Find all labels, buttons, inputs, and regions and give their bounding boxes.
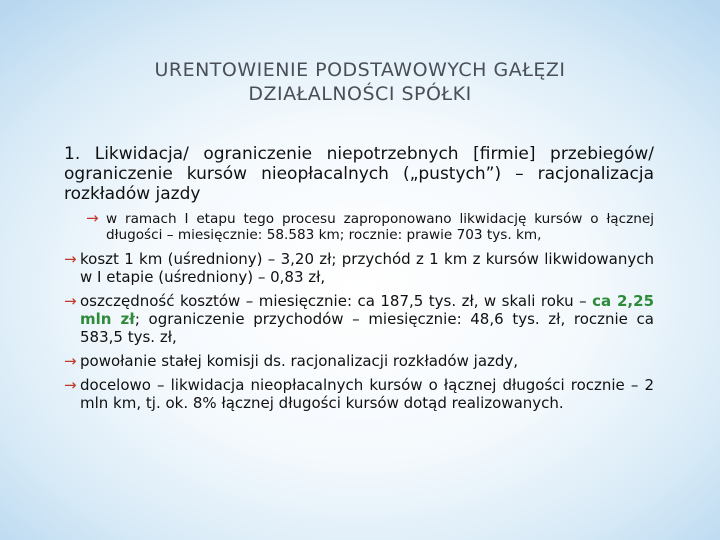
highlight-amount: ca 2,25 mln zł	[80, 292, 654, 328]
title-line-1: URENTOWIENIE PODSTAWOWYCH GAŁĘZI	[154, 59, 566, 81]
arrow-icon: →	[64, 250, 77, 268]
bullet-text-after: ; ograniczenie przychodów – miesięcznie: 48,6 tys. zł, rocznie ca 583,5 tys. zł,	[80, 310, 654, 346]
bullet-item-4	[64, 352, 654, 370]
arrow-icon: →	[64, 352, 77, 370]
slide-content	[64, 144, 654, 418]
bullet-text: w ramach I etapu tego procesu zaproponowano likwidację kursów o łącznej długości – miesięcznie: 58.583 km; rocznie: prawie 703 tys. km,	[106, 211, 654, 243]
bullet-item-3	[64, 292, 654, 346]
lead-paragraph: 1. Likwidacja/ ograniczenie niepotrzebnych [firmie] przebiegów/ ograniczenie kursów nieopłacalnych („pustych”) – racjonalizacja rozkładów jazdy	[64, 144, 654, 204]
slide-title	[60, 58, 660, 106]
title-line-2: DZIAŁALNOŚCI SPÓŁKI	[248, 83, 472, 105]
bullet-text-before: oszczędność kosztów – miesięcznie: ca 187,5 tys. zł, w skali roku –	[80, 292, 593, 310]
arrow-icon: →	[64, 376, 77, 394]
bullet-item-1	[86, 211, 654, 243]
bullet-text: powołanie stałej komisji ds. racjonalizacji rozkładów jazdy,	[80, 352, 519, 370]
bullet-item-2	[64, 250, 654, 286]
arrow-icon: →	[86, 209, 99, 227]
bullet-text: koszt 1 km (uśredniony) – 3,20 zł; przychód z 1 km z kursów likwidowanych w I etapie (uśredniony) – 0,83 zł,	[80, 250, 654, 286]
arrow-icon: →	[64, 292, 77, 310]
bullet-item-5	[64, 376, 654, 412]
bullet-text: docelowo – likwidacja nieopłacalnych kursów o łącznej długości rocznie – 2 mln km, tj. ok. 8% łącznej długości kursów dotąd realizowanych.	[80, 376, 654, 412]
